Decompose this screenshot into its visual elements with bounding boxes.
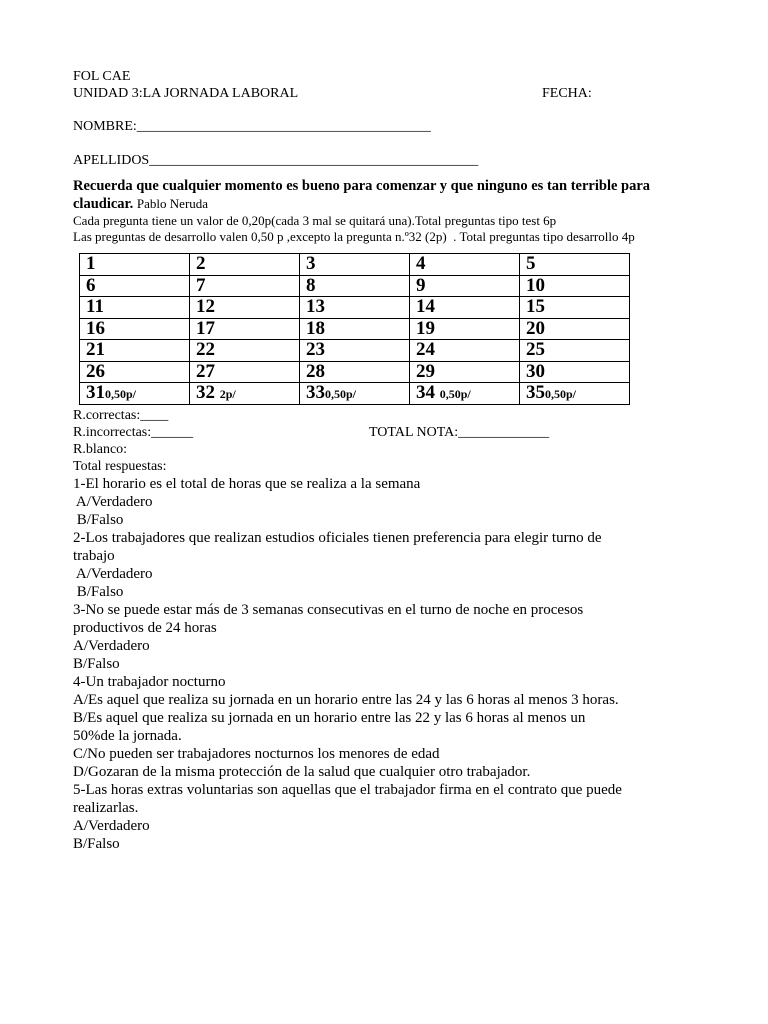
question-4: 4-Un trabajador nocturno	[73, 674, 226, 690]
questions-section	[73, 475, 703, 853]
question-1-option-b[interactable]: B/Falso	[73, 512, 124, 528]
total-answers[interactable]: Total respuestas:	[73, 459, 167, 474]
question-2: 2-Los trabajadores que realizan estudios oficiales tienen preferencia para elegir turno de	[73, 530, 602, 546]
answer-cell[interactable]: 17	[190, 318, 300, 340]
incorrect-count[interactable]: R.incorrectas:______	[73, 425, 194, 440]
answer-cell[interactable]: 19	[410, 318, 520, 340]
answer-grid	[79, 253, 630, 405]
exam-page	[73, 68, 703, 853]
quote-author: Pablo Neruda	[136, 196, 209, 211]
answer-cell[interactable]: 16	[80, 318, 190, 340]
answer-grid-row	[80, 361, 630, 383]
name-field[interactable]: NOMBRE:__________________________________________	[73, 119, 431, 134]
question-number: 35	[526, 382, 545, 403]
answer-cell[interactable]: 13	[300, 297, 410, 319]
answer-cell-development[interactable]	[520, 383, 630, 405]
answer-cell[interactable]: 12	[190, 297, 300, 319]
motivational-quote	[73, 178, 703, 213]
answer-cell[interactable]: 2	[190, 254, 300, 276]
answer-cell[interactable]: 10	[520, 275, 630, 297]
correct-count[interactable]: R.correctas:____	[73, 408, 169, 423]
question-3-option-b[interactable]: B/Falso	[73, 656, 120, 672]
question-4-option-c[interactable]: C/No pueden ser trabajadores nocturnos los menores de edad	[73, 746, 440, 762]
answer-cell[interactable]: 1	[80, 254, 190, 276]
answer-cell[interactable]: 18	[300, 318, 410, 340]
question-2-option-a[interactable]: A/Verdadero	[73, 566, 153, 582]
question-number: 34	[416, 382, 440, 403]
question-1-option-a[interactable]: A/Verdadero	[73, 494, 153, 510]
answer-cell[interactable]: 26	[80, 361, 190, 383]
answer-grid-row	[80, 275, 630, 297]
answer-cell[interactable]: 11	[80, 297, 190, 319]
answer-cell[interactable]: 24	[410, 340, 520, 362]
answer-cell[interactable]: 15	[520, 297, 630, 319]
question-number: 31	[86, 382, 105, 403]
answer-cell-development[interactable]	[300, 383, 410, 405]
question-4-option-b[interactable]: B/Es aquel que realiza su jornada en un horario entre las 22 y las 6 horas al menos un	[73, 710, 586, 726]
answer-grid-row	[80, 318, 630, 340]
question-4-option-d[interactable]: D/Gozaran de la misma protección de la salud que cualquier otro trabajador.	[73, 764, 531, 780]
question-points: 0,50p/	[325, 387, 357, 401]
answer-cell[interactable]: 21	[80, 340, 190, 362]
answer-cell[interactable]: 20	[520, 318, 630, 340]
question-1: 1-El horario es el total de horas que se realiza a la semana	[73, 476, 421, 492]
question-4-option-b-cont[interactable]: 50%de la jornada.	[73, 728, 182, 744]
answer-cell[interactable]: 14	[410, 297, 520, 319]
question-5-cont: realizarlas.	[73, 800, 139, 816]
course-title: FOL CAE	[73, 69, 131, 84]
question-number: 32	[196, 382, 220, 403]
unit-row	[73, 85, 703, 102]
answer-cell[interactable]: 4	[410, 254, 520, 276]
question-4-option-a[interactable]: A/Es aquel que realiza su jornada en un horario entre las 24 y las 6 horas al menos 3 horas.	[73, 692, 619, 708]
answer-cell[interactable]: 27	[190, 361, 300, 383]
question-3-cont: productivos de 24 horas	[73, 620, 217, 636]
question-3-option-a[interactable]: A/Verdadero	[73, 638, 150, 654]
question-2-option-b[interactable]: B/Falso	[73, 584, 124, 600]
incorrect-row	[73, 424, 703, 441]
answer-cell-development[interactable]	[410, 383, 520, 405]
date-label: FECHA:	[542, 86, 592, 101]
instructions-test: Cada pregunta tiene un valor de 0,20p(cada 3 mal se quitará una).Total preguntas tipo test 6p	[73, 213, 557, 228]
blank-count[interactable]: R.blanco:	[73, 442, 128, 457]
answer-cell[interactable]: 25	[520, 340, 630, 362]
question-5: 5-Las horas extras voluntarias son aquellas que el trabajador firma en el contrato que puede	[73, 782, 622, 798]
answer-cell[interactable]: 6	[80, 275, 190, 297]
total-grade[interactable]: TOTAL NOTA:_____________	[369, 425, 550, 440]
answer-cell[interactable]: 29	[410, 361, 520, 383]
question-number: 33	[306, 382, 325, 403]
question-points: 2p/	[219, 387, 236, 401]
answer-cell[interactable]: 8	[300, 275, 410, 297]
answer-cell[interactable]: 9	[410, 275, 520, 297]
question-points: 0,50p/	[105, 387, 137, 401]
question-5-option-b[interactable]: B/Falso	[73, 836, 120, 852]
answer-cell[interactable]: 22	[190, 340, 300, 362]
question-2-cont: trabajo	[73, 548, 115, 564]
answer-cell[interactable]: 7	[190, 275, 300, 297]
answer-cell[interactable]: 28	[300, 361, 410, 383]
answer-cell[interactable]: 23	[300, 340, 410, 362]
answer-grid-row	[80, 297, 630, 319]
answer-grid-row	[80, 340, 630, 362]
answer-cell[interactable]: 3	[300, 254, 410, 276]
instructions-development: Las preguntas de desarrollo valen 0,50 p ,excepto la pregunta n.º32 (2p) . Total preguntas tipo desarrollo 4p	[73, 229, 635, 244]
question-5-option-a[interactable]: A/Verdadero	[73, 818, 150, 834]
unit-title: UNIDAD 3:LA JORNADA LABORAL	[73, 86, 299, 101]
surname-field[interactable]: APELLIDOS_______________________________________________	[73, 153, 479, 168]
answer-cell[interactable]: 5	[520, 254, 630, 276]
quote-text: Recuerda que cualquier momento es bueno para comenzar y que ninguno es tan terrible para claudicar.	[73, 178, 651, 212]
answer-cell[interactable]: 30	[520, 361, 630, 383]
answer-cell-development[interactable]	[80, 383, 190, 405]
answer-cell-development[interactable]	[190, 383, 300, 405]
answer-grid-row-development	[80, 383, 630, 405]
question-points: 0,50p/	[439, 387, 471, 401]
question-points: 0,50p/	[545, 387, 577, 401]
question-3: 3-No se puede estar más de 3 semanas consecutivas en el turno de noche en procesos	[73, 602, 584, 618]
answer-grid-row	[80, 254, 630, 276]
